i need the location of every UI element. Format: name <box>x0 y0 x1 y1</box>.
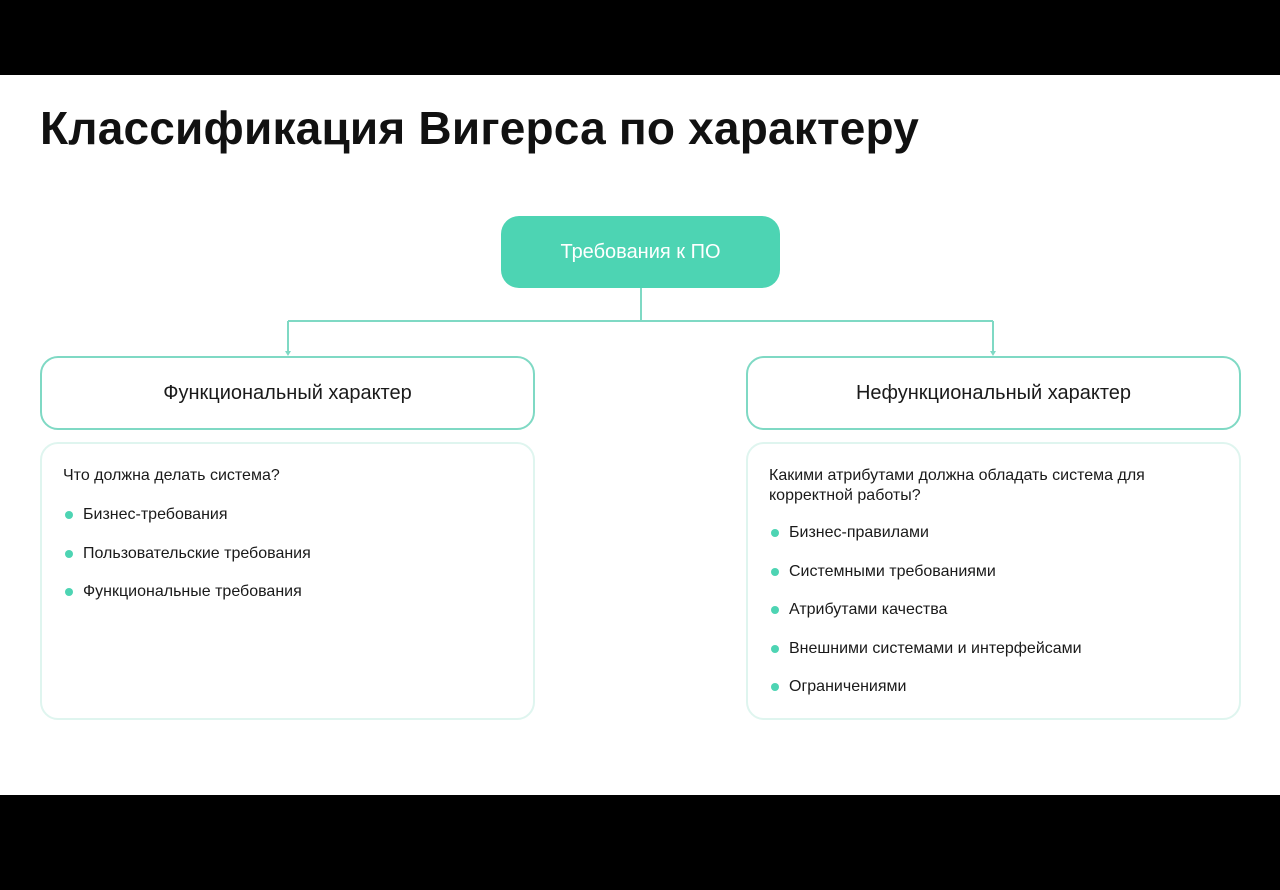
bullet-dot-icon <box>65 588 73 596</box>
bullet-dot-icon <box>65 511 73 519</box>
functional-question: Что должна делать система? <box>63 467 280 484</box>
bullet-dot-icon <box>771 529 779 537</box>
list-item <box>63 505 513 544</box>
bullet-dot-icon <box>771 645 779 653</box>
list-item <box>769 562 1219 601</box>
root-node <box>501 216 780 288</box>
branch-functional-label: Функциональный характер <box>163 381 412 404</box>
list-item <box>63 544 513 583</box>
bullet-dot-icon <box>771 683 779 691</box>
nonfunctional-details-card <box>746 442 1241 720</box>
list-item <box>769 600 1219 639</box>
list-item-label: Ограничениями <box>789 678 907 695</box>
slide-title: Классификация Вигерса по характеру <box>40 102 920 154</box>
root-node-label: Требования к ПО <box>560 240 721 263</box>
bullet-dot-icon <box>771 606 779 614</box>
nonfunctional-question: Какими атрибутами должна обладать система для корректной работы? <box>769 467 1145 504</box>
bullet-dot-icon <box>771 568 779 576</box>
branch-functional <box>40 356 535 430</box>
list-item-label: Атрибутами качества <box>789 601 948 618</box>
branch-nonfunctional <box>746 356 1241 430</box>
functional-items-list <box>63 505 513 621</box>
list-item-label: Системными требованиями <box>789 562 996 580</box>
list-item-label: Бизнес-правилами <box>789 524 929 541</box>
functional-details-card <box>40 442 535 720</box>
list-item-label: Функциональные требования <box>83 583 302 600</box>
list-item <box>769 677 1219 716</box>
list-item-label: Пользовательские требования <box>83 544 311 562</box>
nonfunctional-items-list <box>769 523 1219 716</box>
list-item <box>769 523 1219 562</box>
branch-nonfunctional-label: Нефункциональный характер <box>855 381 1132 404</box>
list-item <box>769 639 1219 678</box>
list-item-label: Бизнес-требования <box>83 506 228 523</box>
list-item-label: Внешними системами и интерфейсами <box>789 639 1082 657</box>
list-item <box>63 582 513 621</box>
bullet-dot-icon <box>65 550 73 558</box>
slide <box>0 75 1280 795</box>
